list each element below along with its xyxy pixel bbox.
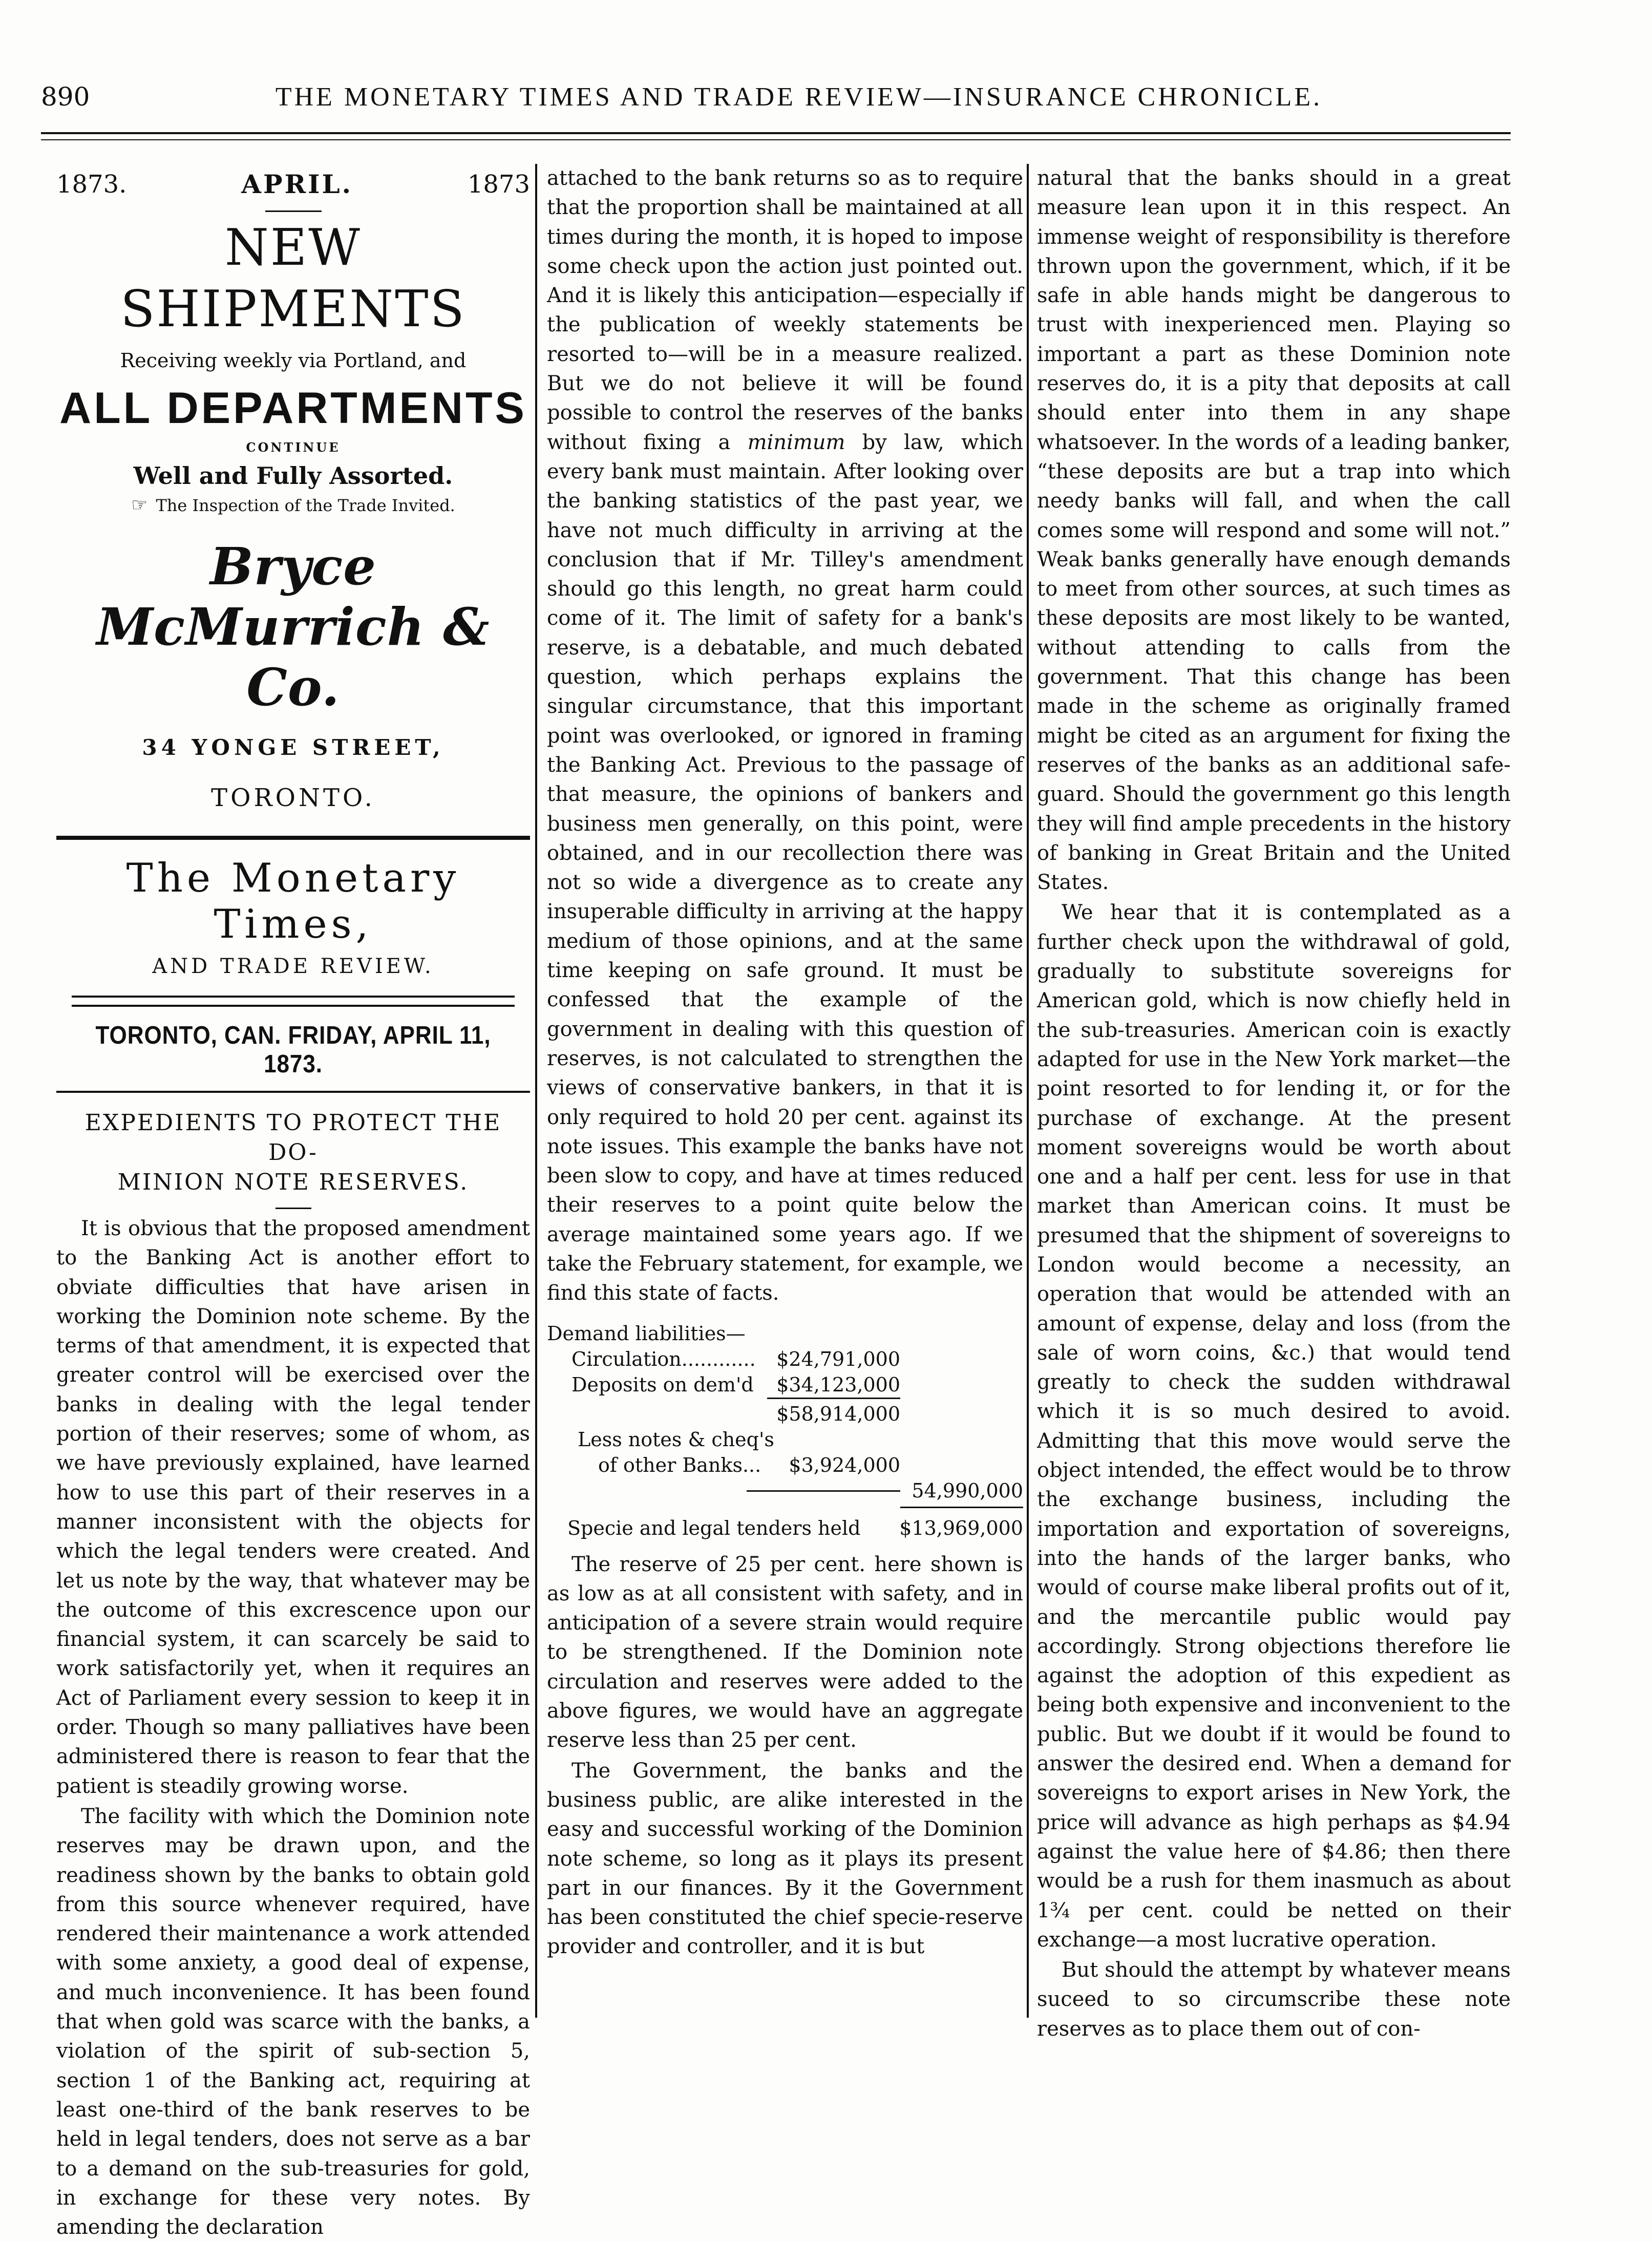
ledger-row — [547, 1452, 1023, 1478]
paragraph — [547, 164, 1023, 1308]
ledger-value: $3,924,000 — [789, 1453, 900, 1476]
right-column — [1037, 164, 1511, 2041]
ad-rule — [265, 210, 322, 212]
running-title: THE MONETARY TIMES AND TRADE REVIEW—INSURANCE CHRONICLE. — [275, 82, 1323, 112]
ad-year-left: 1873. — [56, 170, 127, 199]
column-divider — [535, 164, 537, 2018]
paragraph: The Government, the banks and the business public, are alike interested in the easy and successful working of the Dominion note scheme, so long as it plays its present part in our finances. By it the Government has been constituted the chief specie-reserve provider and controller, and it is but — [547, 1759, 1023, 1959]
ad-assorted: Well and Fully Assorted. — [133, 462, 453, 490]
ledger-heading: Demand liabilities— — [547, 1322, 746, 1345]
ledger-sum-rule — [767, 1398, 900, 1401]
ad-continue: CONTINUE — [246, 440, 341, 455]
ad-headline: NEW SHIPMENTS — [120, 219, 466, 339]
ledger-row — [547, 1346, 1023, 1372]
ledger-value: $24,791,000 — [776, 1347, 900, 1370]
ad-date-line — [56, 169, 530, 199]
ad-month: APRIL. — [241, 169, 353, 199]
ad-city: TORONTO. — [211, 784, 375, 812]
masthead-subtitle: AND TRADE REVIEW. — [152, 955, 434, 978]
middle-column — [547, 164, 1023, 2018]
ad-inspection: The Inspection of the Trade Invited. — [156, 496, 455, 515]
ledger-row — [547, 1515, 1023, 1541]
article-title-line: MINION NOTE RESERVES. — [117, 1169, 469, 1195]
reserve-statement — [547, 1321, 1023, 1541]
ledger-label: Specie and legal tenders held — [567, 1516, 861, 1539]
ad-firm-name: Bryce McMurrich & Co. — [96, 536, 490, 717]
ledger-row — [547, 1427, 1023, 1452]
ad-departments: ALL DEPARTMENTS — [59, 384, 527, 433]
ledger-label: Circulation............ — [571, 1347, 756, 1370]
paragraph-text: attached to the bank returns so as to require that the proportion shall be maintained at all times during the month, it is hoped to impose some check upon the action just pointed out. And it is likely this anticipation—especially if the publication of weekly statements be resorted to—will be in a measure realized. But we do not believe it will be found possible to control the reserves of the banks without fixing a — [547, 166, 1023, 454]
page-number: 890 — [41, 82, 90, 112]
ledger-sum-rule — [900, 1507, 1023, 1510]
article-title-line: EXPEDIENTS TO PROTECT THE DO- — [84, 1110, 502, 1166]
article-body-col1 — [56, 1214, 530, 2242]
ledger-row — [547, 1478, 1023, 1504]
ad-year-right: 1873 — [467, 170, 530, 199]
page-header — [41, 77, 1511, 123]
left-column — [56, 164, 530, 2239]
header-rule-thick — [41, 132, 1511, 134]
paragraph: natural that the banks should in a great measure lean upon it in this respect. An immense weight of responsibility is therefore thrown upon the government, which, if it be safe in able hands might be dangerous to trust with inexperienced men. Playing so important a part as these Dominion note reserves do, it is a pity that deposits at call should enter into them in any shape whatsoever. In the words of a leading banker, “these deposits are but a trap into which needy banks will fall, and when the call comes some will respond and some will not.” Weak banks generally have enough demands to meet from other sources, at such times as these deposits are most likely to be wanted, without attending to calls from the government. That this change has been made in the scheme as originally framed might be cited as an argument for fixing the reserves of the banks as an additional safe-guard. Should the government go this length they will find ample precedents in the history of banking in Great Britain and the United States. — [1037, 166, 1511, 895]
article-body-col3 — [1037, 164, 1511, 2044]
paragraph-text: by law, which every bank must maintain. After looking over the banking statistics of the past year, we have not much difficulty in arriving at the conclusion that if Mr. Tilley's amendment should go this length, no great harm could come of it. The limit of safety for a bank's reserve, is a debatable, and much debated question, which perhaps explains the singular circumstance, that this important point was overlooked, or ignored in framing the Banking Act. Previous to the passage of that measure, the opinions of bankers and business men generally, on this point, were obtained, and in our recollection there was not so wide a divergence as to create any insuperable difficulty in arriving at the happy medium of those opinions, and at the same time keeping on safe ground. It must be confessed that the example of the government in dealing with this question of reserves, is not calculated to strengthen the views of conservative bankers, in that it is only required to hold 20 per cent. against its note issues. This example the banks have not been slow to copy, and have at times reduced their reserves to a point quite below the average maintained some years ago. If we take the February statement, for example, we find this state of facts. — [547, 430, 1024, 1305]
column-divider — [1027, 164, 1029, 2018]
article-title — [56, 1108, 530, 1197]
ledger-label: of other Banks... — [598, 1453, 761, 1476]
header-rule-thin — [41, 139, 1511, 140]
ledger-row — [547, 1321, 1023, 1346]
masthead-title: The Monetary Times, — [126, 855, 460, 947]
article-title-rule — [276, 1208, 311, 1209]
masthead-rule — [56, 836, 530, 840]
ledger-value: $34,123,000 — [776, 1373, 900, 1396]
paragraph: The reserve of 25 per cent. here shown is as low as at all consistent with safety, and in anticipation of a severe strain would require to be strengthened. If the Dominion note circulation and reserves were added to the above figures, we would have an aggregate reserve less than 25 per cent. — [547, 1552, 1023, 1752]
article-body-col2-cont — [547, 1550, 1023, 1962]
ledger-label: Deposits on dem'd — [571, 1373, 754, 1396]
ledger-row — [547, 1401, 1023, 1427]
masthead-double-rule — [72, 996, 515, 1007]
ledger-subtotal: $58,914,000 — [776, 1402, 900, 1425]
ad-inspection-line — [56, 495, 530, 516]
ledger-label: Less notes & cheq's — [578, 1428, 774, 1451]
ledger-row — [547, 1372, 1023, 1398]
paragraph: We hear that it is contemplated as a further check upon the withdrawal of gold, gradually to substitute sovereigns for American gold, which is now chiefly held in the sub-treasuries. American coin is exactly adapted for use in the New York market—the point resorted to for lending it, or for the purchase of exchange. At the present moment sovereigns would be worth about one and a half per cent. less for use in that market than American coins. It must be presumed that the shipment of sovereigns to London would become a necessity, an operation that would be attended with an amount of expense, delay and loss (from the sale of worn coins, &c.) that would tend greatly to check the sudden withdrawal which it is so much desired to avoid. Admitting that this move would serve the object intended, the effect would be to throw the exchange business, including the importation and exportation of sovereigns, into the hands of the larger banks, who would of course make liberal profits out of it, and the mercantile public would pay accordingly. Strong objections therefore lie against the adoption of this expedient as being both expensive and inconvenient to the public. But we doubt if it would be found to answer the desired end. When a demand for sovereigns to export arises in New York, the price will advance as high perhaps as $4.94 against the value here of $4.86; then there would be a rush for them inasmuch as about 1¾ per cent. could be netted on their exchange—a most lucrative operation. — [1037, 901, 1511, 1952]
italic-text: minimum — [747, 430, 845, 454]
pointing-hand-icon: ☞ — [131, 495, 148, 516]
ad-address: 34 YONGE STREET, — [142, 735, 444, 760]
paragraph: It is obvious that the proposed amendment to the Banking Act is another effort to obviate difficulties that have arisen in working the Dominion note scheme. By the terms of that amendment, it is expected that greater control will be exercised over the banks in dealing with the legal tender portion of their reserves; some of whom, as we have previously explained, have learned how to use this part of their reserves in a manner inconsistent with the objects for which the legal tenders were created. And let us note by the way, that whatever may be the outcome of this excrescence upon our financial system, it can scarcely be said to work satisfactorily yet, when it requires an Act of Parliament every session to keep it in order. Though so many palliatives have been administered there is reason to fear that the patient is steadily growing worse. — [56, 1217, 530, 1798]
dateline-rule — [56, 1091, 530, 1093]
article-body-col2 — [547, 164, 1023, 1308]
paragraph: But should the attempt by whatever means suceed to so circumscribe these note reserves as to place them out of con- — [1037, 1958, 1511, 2041]
ledger-net: 54,990,000 — [912, 1479, 1023, 1502]
ledger-value: $13,969,000 — [899, 1516, 1023, 1539]
paragraph: The facility with which the Dominion note reserves may be drawn upon, and the readiness shown by the banks to obtain gold from this source whenever required, have rendered their maintenance a work attended with some anxiety, a good deal of expense, and much inconvenience. It has been found that when gold was scarce with the banks, a violation of the spirit of sub-section 5, section 1 of the Banking act, requiring at least one-third of the bank reserves to be held in legal tenders, does not serve as a bar to a demand on the sub-treasuries for gold, in exchange for these very notes. By amending the declaration — [56, 1804, 530, 2239]
advertisement — [56, 169, 530, 812]
ad-receiving: Receiving weekly via Portland, and — [120, 349, 467, 372]
dateline: TORONTO, CAN. FRIDAY, APRIL 11, 1873. — [95, 1022, 491, 1078]
